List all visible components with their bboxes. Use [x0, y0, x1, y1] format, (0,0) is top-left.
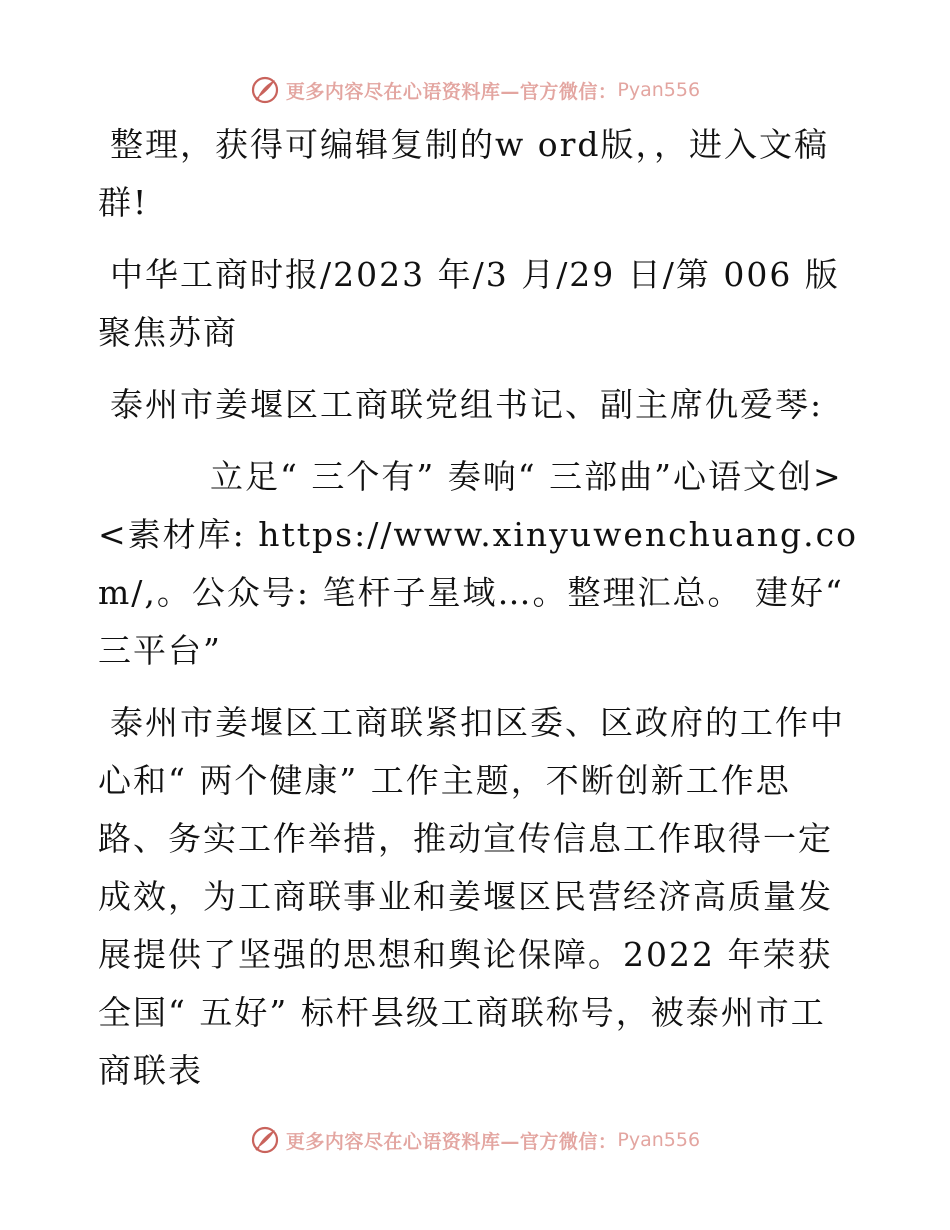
header-watermark	[0, 70, 950, 110]
watermark-text: 更多内容尽在心语资料库—官方微信：	[285, 1130, 618, 1153]
watermark-wechat-id: Pyan556	[617, 1129, 701, 1151]
document-body	[98, 116, 858, 1114]
watermark-text: 更多内容尽在心语资料库—官方微信：	[285, 80, 618, 103]
quill-logo-icon	[250, 75, 280, 105]
paragraph-author: 泰州市姜堰区工商联党组书记、副主席仇爱琴:	[110, 385, 824, 424]
footer-watermark	[0, 1120, 950, 1160]
watermark-wechat-id: Pyan556	[617, 79, 701, 101]
quill-logo-icon	[250, 1125, 280, 1155]
paragraph-article-title: 立足“ 三个有” 奏响“ 三部曲”心语文创><素材库: https://www.xinyuwenchuang.com/,。公众号: 笔杆子星域…。整理汇总。 建好“ 三平台”	[98, 457, 858, 670]
paragraph-body: 泰州市姜堰区工商联紧扣区委、区政府的工作中心和“ 两个健康” 工作主题，不断创新工作思路、务实工作举措，推动宣传信息工作取得一定成效，为工商联事业和姜堰区民营经济高质量发展提供了坚强的思想和舆论保障。2022 年荣获全国“ 五好” 标杆县级工商联称号，被泰州市工商联表	[98, 703, 845, 1090]
paragraph-source: 中华工商时报/2023 年/3 月/29 日/第 006 版聚焦苏商	[98, 255, 840, 352]
paragraph-intro: 整理，获得可编辑复制的w ord版，，进入文稿群!	[98, 125, 830, 222]
